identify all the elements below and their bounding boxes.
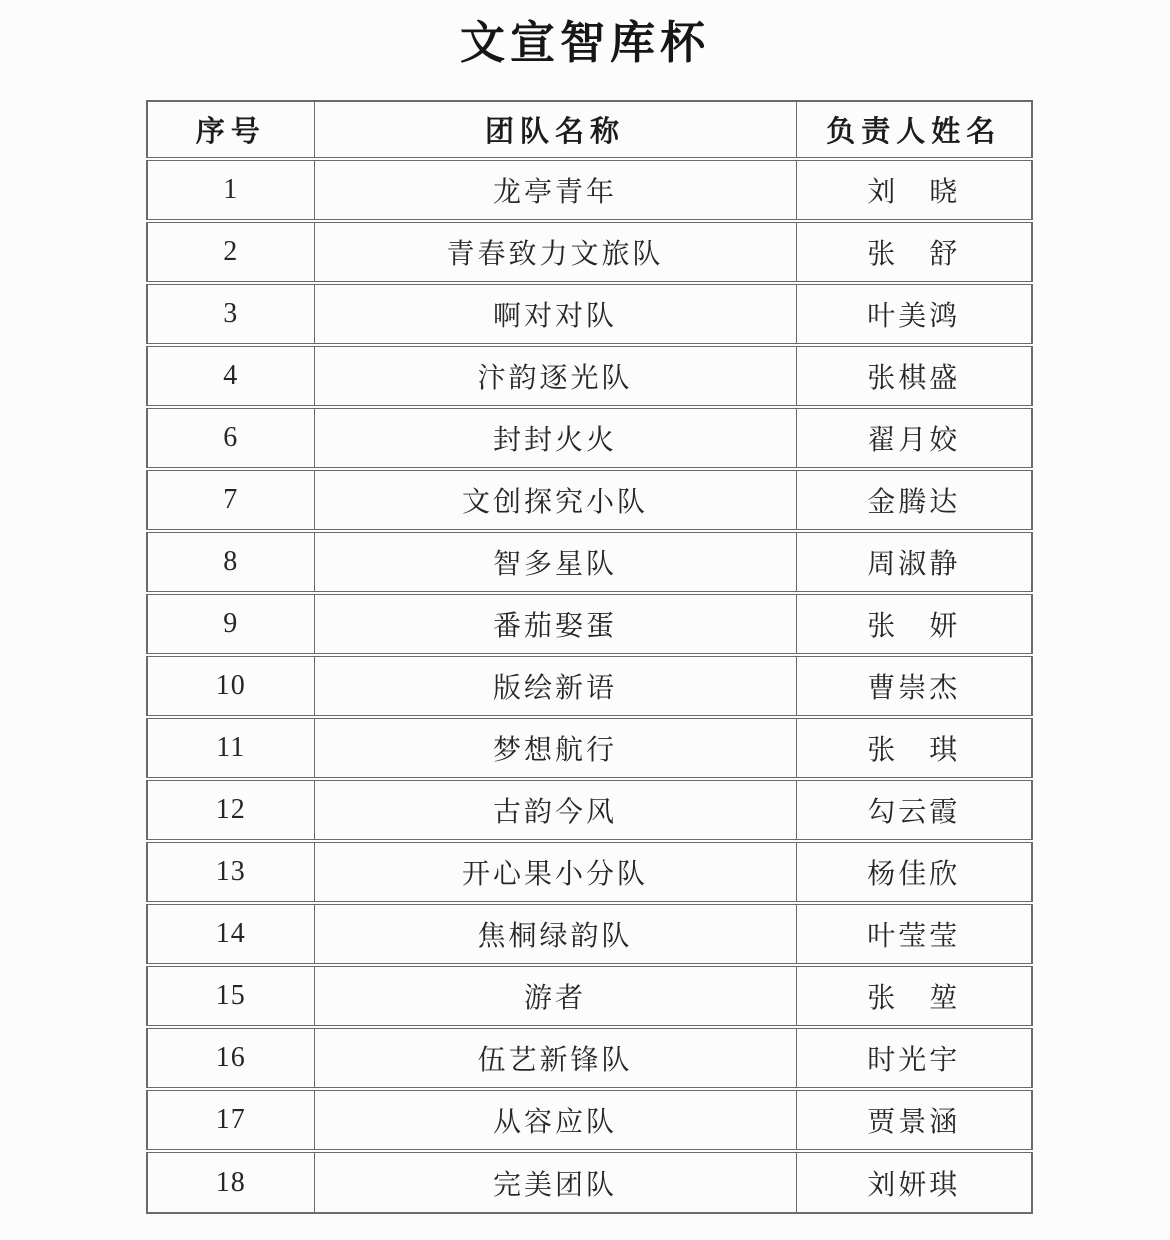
cell-team: 封封火火: [314, 407, 796, 469]
cell-team: 古韵今风: [314, 779, 796, 841]
table-row: [147, 1027, 1032, 1089]
cell-no: 12: [147, 779, 314, 841]
table-row: [147, 283, 1032, 345]
table-row: [147, 779, 1032, 841]
cell-team: 汴韵逐光队: [314, 345, 796, 407]
cell-leader: 贾景涵: [796, 1089, 1032, 1151]
cell-leader: 杨佳欣: [796, 841, 1032, 903]
column-header-team-name: 团队名称: [314, 101, 796, 159]
cell-team: 伍艺新锋队: [314, 1027, 796, 1089]
table-row: [147, 593, 1032, 655]
cell-leader: 刘 晓: [796, 159, 1032, 221]
table-row: [147, 903, 1032, 965]
cell-team: 游者: [314, 965, 796, 1027]
table-row: [147, 159, 1032, 221]
cell-team: 智多星队: [314, 531, 796, 593]
table-row: [147, 1089, 1032, 1151]
cell-leader: 翟月姣: [796, 407, 1032, 469]
cell-no: 13: [147, 841, 314, 903]
table-row: [147, 1151, 1032, 1213]
cell-team: 完美团队: [314, 1151, 796, 1213]
cell-leader: 刘妍琪: [796, 1151, 1032, 1213]
cell-leader: 曹崇杰: [796, 655, 1032, 717]
cell-no: 6: [147, 407, 314, 469]
page-title: 文宣智库杯: [459, 18, 710, 68]
cell-no: 3: [147, 283, 314, 345]
table-row: [147, 469, 1032, 531]
table-header: [147, 101, 1032, 159]
cell-team: 文创探究小队: [314, 469, 796, 531]
cell-team: 焦桐绿韵队: [314, 903, 796, 965]
cell-no: 7: [147, 469, 314, 531]
cell-team: 啊对对队: [314, 283, 796, 345]
cell-no: 16: [147, 1027, 314, 1089]
cell-no: 2: [147, 221, 314, 283]
table-row: [147, 965, 1032, 1027]
cell-no: 17: [147, 1089, 314, 1151]
table-row: [147, 717, 1032, 779]
cell-team: 番茄娶蛋: [314, 593, 796, 655]
team-roster-table: [146, 100, 1033, 1214]
cell-no: 11: [147, 717, 314, 779]
cell-no: 18: [147, 1151, 314, 1213]
table-row: [147, 345, 1032, 407]
table-row: [147, 407, 1032, 469]
cell-leader: 叶莹莹: [796, 903, 1032, 965]
column-header-leader-name: 负责人姓名: [796, 101, 1032, 159]
cell-leader: 张 堃: [796, 965, 1032, 1027]
cell-team: 青春致力文旅队: [314, 221, 796, 283]
table-row: [147, 531, 1032, 593]
cell-no: 4: [147, 345, 314, 407]
cell-no: 9: [147, 593, 314, 655]
cell-team: 版绘新语: [314, 655, 796, 717]
cell-no: 10: [147, 655, 314, 717]
cell-leader: 勾云霞: [796, 779, 1032, 841]
cell-leader: 周淑静: [796, 531, 1032, 593]
cell-team: 梦想航行: [314, 717, 796, 779]
header-row: [147, 101, 1032, 159]
cell-no: 14: [147, 903, 314, 965]
cell-team: 开心果小分队: [314, 841, 796, 903]
table-row: [147, 655, 1032, 717]
cell-team: 从容应队: [314, 1089, 796, 1151]
cell-team: 龙亭青年: [314, 159, 796, 221]
cell-no: 8: [147, 531, 314, 593]
cell-leader: 叶美鸿: [796, 283, 1032, 345]
cell-no: 15: [147, 965, 314, 1027]
cell-no: 1: [147, 159, 314, 221]
cell-leader: 张 琪: [796, 717, 1032, 779]
cell-leader: 张 舒: [796, 221, 1032, 283]
cell-leader: 金腾达: [796, 469, 1032, 531]
cell-leader: 张棋盛: [796, 345, 1032, 407]
cell-leader: 张 妍: [796, 593, 1032, 655]
table-row: [147, 221, 1032, 283]
table-row: [147, 841, 1032, 903]
column-header-number: 序号: [147, 101, 314, 159]
table-body: [147, 159, 1032, 1213]
cell-leader: 时光宇: [796, 1027, 1032, 1089]
